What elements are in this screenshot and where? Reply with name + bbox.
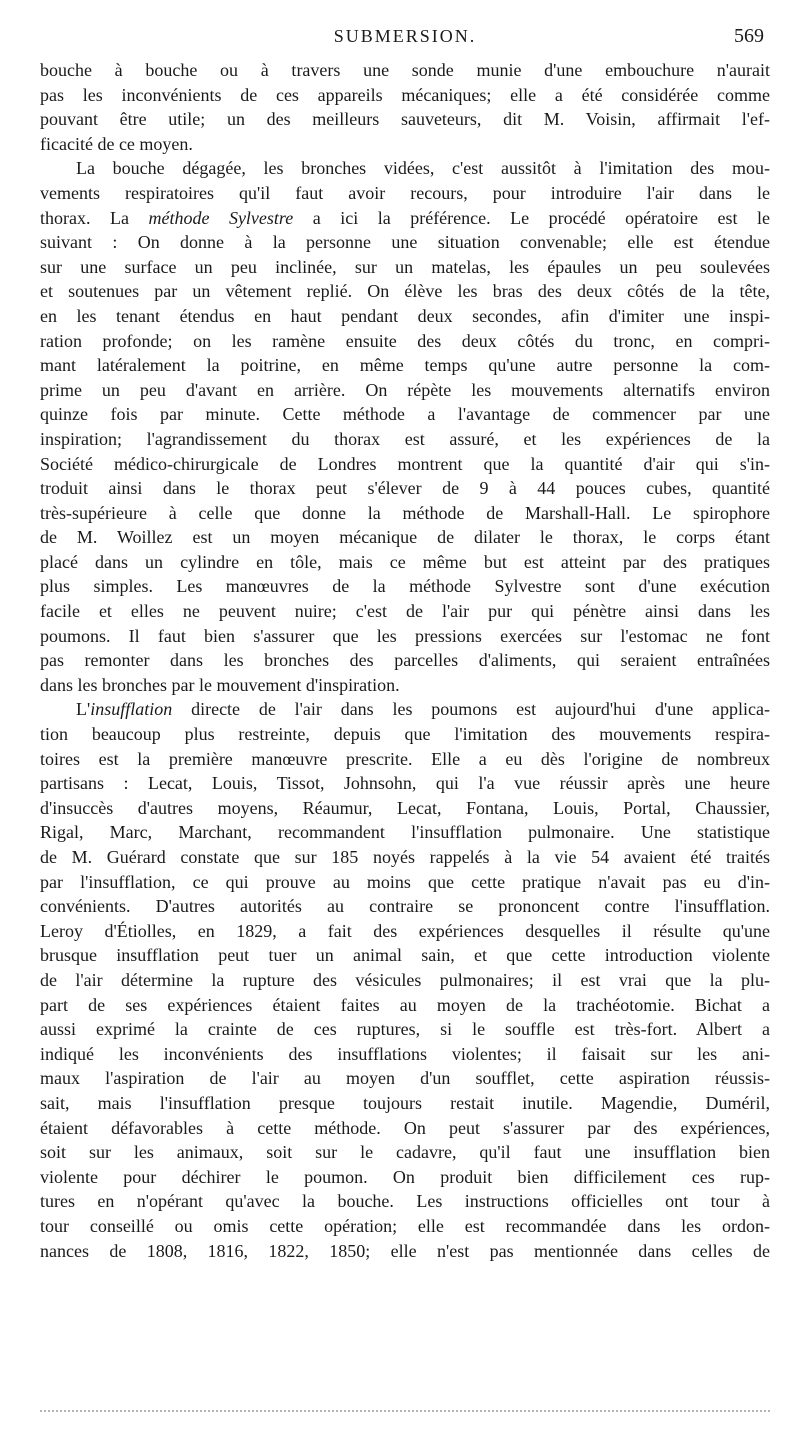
text-line: convénients. D'autres autorités au contraire se prononcent contre l'insufflation.	[40, 896, 770, 917]
text-line: facile et elles ne peuvent nuire; c'est de l'air pur qui pénètre ainsi dans les	[40, 601, 770, 622]
text-line: en les tenant étendus en haut pendant deux secondes, afin d'imiter une inspi-	[40, 305, 770, 326]
text-line: vements respiratoires qu'il faut avoir recours, pour introduire l'air dans le	[40, 182, 770, 203]
text-line: Rigal, Marc, Marchant, recommandent l'insufflation pulmonaire. Une statistique	[40, 822, 770, 843]
book-page	[40, 22, 770, 1432]
text-line: L'insufflation directe de l'air dans les poumons est aujourd'hui d'une applica-	[76, 699, 770, 720]
text-line: prime un peu d'avant en arrière. On répète les mouvements alternatifs environ	[40, 379, 770, 400]
text-line: pas remonter dans les bronches des parcelles d'aliments, qui seraient entraînées	[40, 650, 770, 671]
text-line: Société médico-chirurgicale de Londres montrent que la quantité d'air qui s'in-	[40, 453, 770, 474]
text-line: Leroy d'Étiolles, en 1829, a fait des expériences desquelles il résulte qu'une	[40, 920, 770, 941]
text-line: de M. Guérard constate que sur 185 noyés rappelés à la vie 54 avaient été traités	[40, 847, 770, 867]
text-line: suivant : On donne à la personne une situation convenable; elle est étendue	[40, 232, 770, 253]
text-line: maux l'aspiration de l'air au moyen d'un soufflet, cette aspiration réussis-	[40, 1068, 770, 1089]
text-line: bouche à bouche ou à travers une sonde munie d'une embouchure n'aurait	[40, 60, 770, 80]
running-head	[40, 22, 770, 54]
text-line: sur une surface un peu inclinée, sur un matelas, les épaules un peu soulevées	[40, 256, 770, 277]
text-line: mant latéralement la poitrine, en même temps qu'une autre personne la com-	[40, 355, 770, 376]
running-title: SUBMERSION.	[333, 26, 477, 46]
text-line: plus simples. Les manœuvres de la méthode Sylvestre sont d'une exécution	[40, 576, 770, 597]
text-line: inspiration; l'agrandissement du thorax est assuré, et les expériences de la	[40, 428, 770, 449]
text-line: très-supérieure à celle que donne la méthode de Marshall-Hall. Le spirophore	[40, 502, 770, 523]
text-line: ration profonde; on les ramène ensuite des deux côtés du tronc, en compri-	[40, 330, 770, 351]
footer-dotted-rule	[40, 1410, 770, 1412]
text-line: thorax. La méthode Sylvestre a ici la préférence. Le procédé opératoire est le	[40, 207, 771, 228]
text-line: et soutenues par un vêtement replié. On élève les bras des deux côtés de la tête,	[40, 281, 770, 302]
text-line: de M. Woillez est un moyen mécanique de dilater le thorax, le corps étant	[40, 527, 770, 548]
text-line: tour conseillé ou omis cette opération; elle est recommandée dans les ordon-	[40, 1215, 770, 1236]
body-text	[40, 58, 770, 1263]
text-line: placé dans un cylindre en tôle, mais ce même but est atteint par des pratiques	[40, 551, 770, 572]
text-line: de l'air détermine la rupture des vésicules pulmonaires; il est vrai que la plu-	[40, 969, 770, 990]
text-line: dans les bronches par le mouvement d'inspiration.	[40, 674, 400, 695]
text-line: tion beaucoup plus restreinte, depuis que l'imitation des mouvements respira-	[40, 724, 770, 745]
text-line: par l'insufflation, ce qui prouve au moins que cette pratique n'avait pas eu d'in-	[40, 871, 770, 892]
text-line: quinze fois par minute. Cette méthode a l'avantage de commencer par une	[40, 404, 770, 425]
text-line: La bouche dégagée, les bronches vidées, c'est aussitôt à l'imitation des mou-	[76, 158, 770, 179]
text-line: toires est la première manœuvre prescrite. Elle a eu dès l'origine de nombreux	[40, 748, 770, 769]
text-line: sait, mais l'insufflation presque toujours restait inutile. Magendie, Duméril,	[40, 1092, 770, 1113]
text-line: troduit ainsi dans le thorax peut s'élever de 9 à 44 pouces cubes, quantité	[40, 478, 770, 499]
text-line: tures en n'opérant qu'avec la bouche. Les instructions officielles ont tour à	[40, 1191, 770, 1212]
text-line: nances de 1808, 1816, 1822, 1850; elle n'est pas mentionnée dans celles de	[40, 1240, 770, 1261]
text-line: soit sur les animaux, soit sur le cadavre, qu'il faut une insufflation bien	[40, 1142, 770, 1163]
text-line: étaient défavorables à cette méthode. On peut s'assurer par des expériences,	[40, 1117, 770, 1138]
text-line: part de ses expériences étaient faites au moyen de la trachéotomie. Bichat a	[40, 994, 770, 1015]
page-number: 569	[734, 25, 764, 47]
text-line: indiqué les inconvénients des insufflations violentes; il faisait sur les ani-	[40, 1043, 770, 1064]
text-line: d'insuccès d'autres moyens, Réaumur, Lecat, Fontana, Louis, Portal, Chaussier,	[40, 797, 770, 818]
text-line: partisans : Lecat, Louis, Tissot, Johnsohn, qui l'a vue réussir après une heure	[40, 773, 770, 794]
text-line: pas les inconvénients de ces appareils mécaniques; elle a été considérée comme	[40, 84, 770, 105]
text-line: poumons. Il faut bien s'assurer que les pressions exercées sur l'estomac ne font	[40, 625, 770, 646]
text-line: aussi exprimé la crainte de ces ruptures, si le souffle est très-fort. Albert a	[40, 1019, 770, 1040]
text-line: ficacité de ce moyen.	[40, 133, 193, 154]
text-line: pouvant être utile; un des meilleurs sauveteurs, dit M. Voisin, affirmait l'ef-	[40, 109, 770, 130]
text-line: violente pour déchirer le poumon. On produit bien difficilement ces rup-	[40, 1166, 770, 1187]
text-line: brusque insufflation peut tuer un animal sain, et que cette introduction violente	[40, 945, 770, 966]
